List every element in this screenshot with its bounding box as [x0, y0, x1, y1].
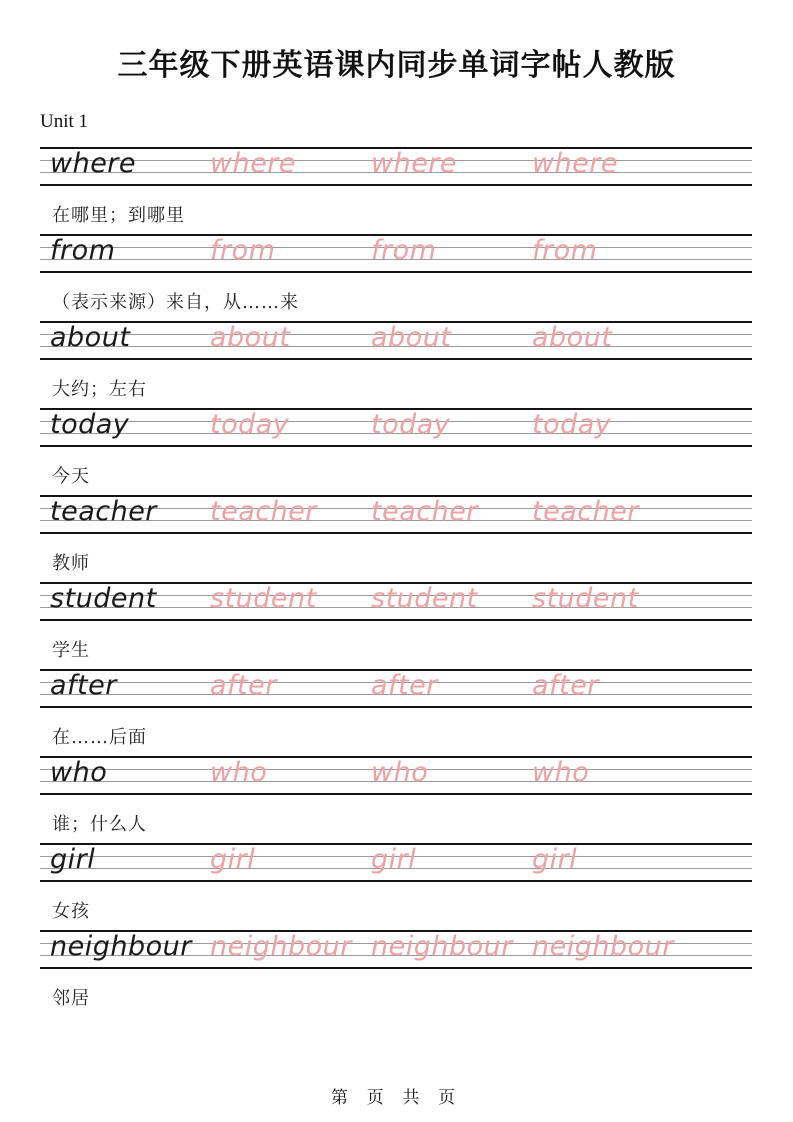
writing-guide-lines	[40, 147, 752, 186]
word-trace: neighbour	[371, 931, 513, 962]
word-sample: girl	[50, 844, 96, 875]
word-translation: 谁；什么人	[52, 814, 147, 835]
writing-guide-lines	[40, 321, 752, 360]
writing-guide-lines	[40, 582, 752, 621]
word-trace: teacher	[371, 496, 478, 527]
unit-label: Unit 1	[40, 111, 89, 132]
word-trace: from	[532, 235, 598, 266]
writing-guide-lines	[40, 669, 752, 708]
word-trace: after	[532, 670, 599, 701]
word-sample: about	[50, 322, 131, 353]
word-sample: neighbour	[50, 931, 192, 962]
word-row	[40, 843, 753, 930]
word-row	[40, 408, 753, 495]
word-sample: teacher	[50, 496, 157, 527]
word-sample: student	[50, 583, 157, 614]
word-row	[40, 582, 753, 669]
word-sample: from	[50, 235, 116, 266]
word-trace: where	[532, 148, 619, 179]
word-translation: 在……后面	[52, 727, 147, 748]
writing-guide-lines	[40, 843, 752, 882]
word-trace: neighbour	[532, 931, 674, 962]
word-trace: teacher	[210, 496, 317, 527]
word-row	[40, 495, 753, 582]
word-trace: student	[371, 583, 478, 614]
word-trace: after	[210, 670, 277, 701]
word-sample: after	[50, 670, 117, 701]
word-row	[40, 930, 753, 1017]
word-translation: 教师	[52, 553, 90, 574]
word-row	[40, 756, 753, 843]
word-trace: after	[371, 670, 438, 701]
word-translation: 大约；左右	[52, 379, 147, 400]
word-sample: today	[50, 409, 130, 440]
word-trace: today	[532, 409, 612, 440]
writing-guide-lines	[40, 495, 752, 534]
writing-guide-lines	[40, 234, 752, 273]
word-list	[40, 147, 753, 1017]
word-trace: girl	[210, 844, 256, 875]
word-row	[40, 321, 753, 408]
word-trace: where	[371, 148, 458, 179]
word-trace: from	[371, 235, 437, 266]
word-trace: girl	[532, 844, 578, 875]
word-trace: girl	[371, 844, 417, 875]
word-trace: who	[371, 757, 429, 788]
word-trace: about	[371, 322, 452, 353]
word-trace: who	[210, 757, 268, 788]
word-sample: who	[50, 757, 108, 788]
page-footer: 第 页 共 页	[330, 1088, 463, 1107]
word-translation: 在哪里；到哪里	[52, 205, 185, 226]
page-title: 三年级下册英语课内同步单词字帖人教版	[117, 49, 676, 82]
word-trace: where	[210, 148, 297, 179]
word-translation: 邻居	[52, 988, 90, 1009]
word-sample: where	[50, 148, 137, 179]
word-trace: neighbour	[210, 931, 352, 962]
word-trace: student	[210, 583, 317, 614]
word-trace: student	[532, 583, 639, 614]
word-trace: about	[532, 322, 613, 353]
word-row	[40, 234, 753, 321]
word-trace: teacher	[532, 496, 639, 527]
word-translation: （表示来源）来自，从……来	[52, 292, 299, 313]
word-translation: 今天	[52, 466, 90, 487]
writing-guide-lines	[40, 930, 752, 969]
word-trace: today	[371, 409, 451, 440]
writing-guide-lines	[40, 756, 752, 795]
word-row	[40, 147, 753, 234]
word-trace: today	[210, 409, 290, 440]
writing-guide-lines	[40, 408, 752, 447]
word-translation: 学生	[52, 640, 90, 661]
word-trace: who	[532, 757, 590, 788]
word-translation: 女孩	[52, 901, 90, 922]
word-trace: about	[210, 322, 291, 353]
word-trace: from	[210, 235, 276, 266]
word-row	[40, 669, 753, 756]
